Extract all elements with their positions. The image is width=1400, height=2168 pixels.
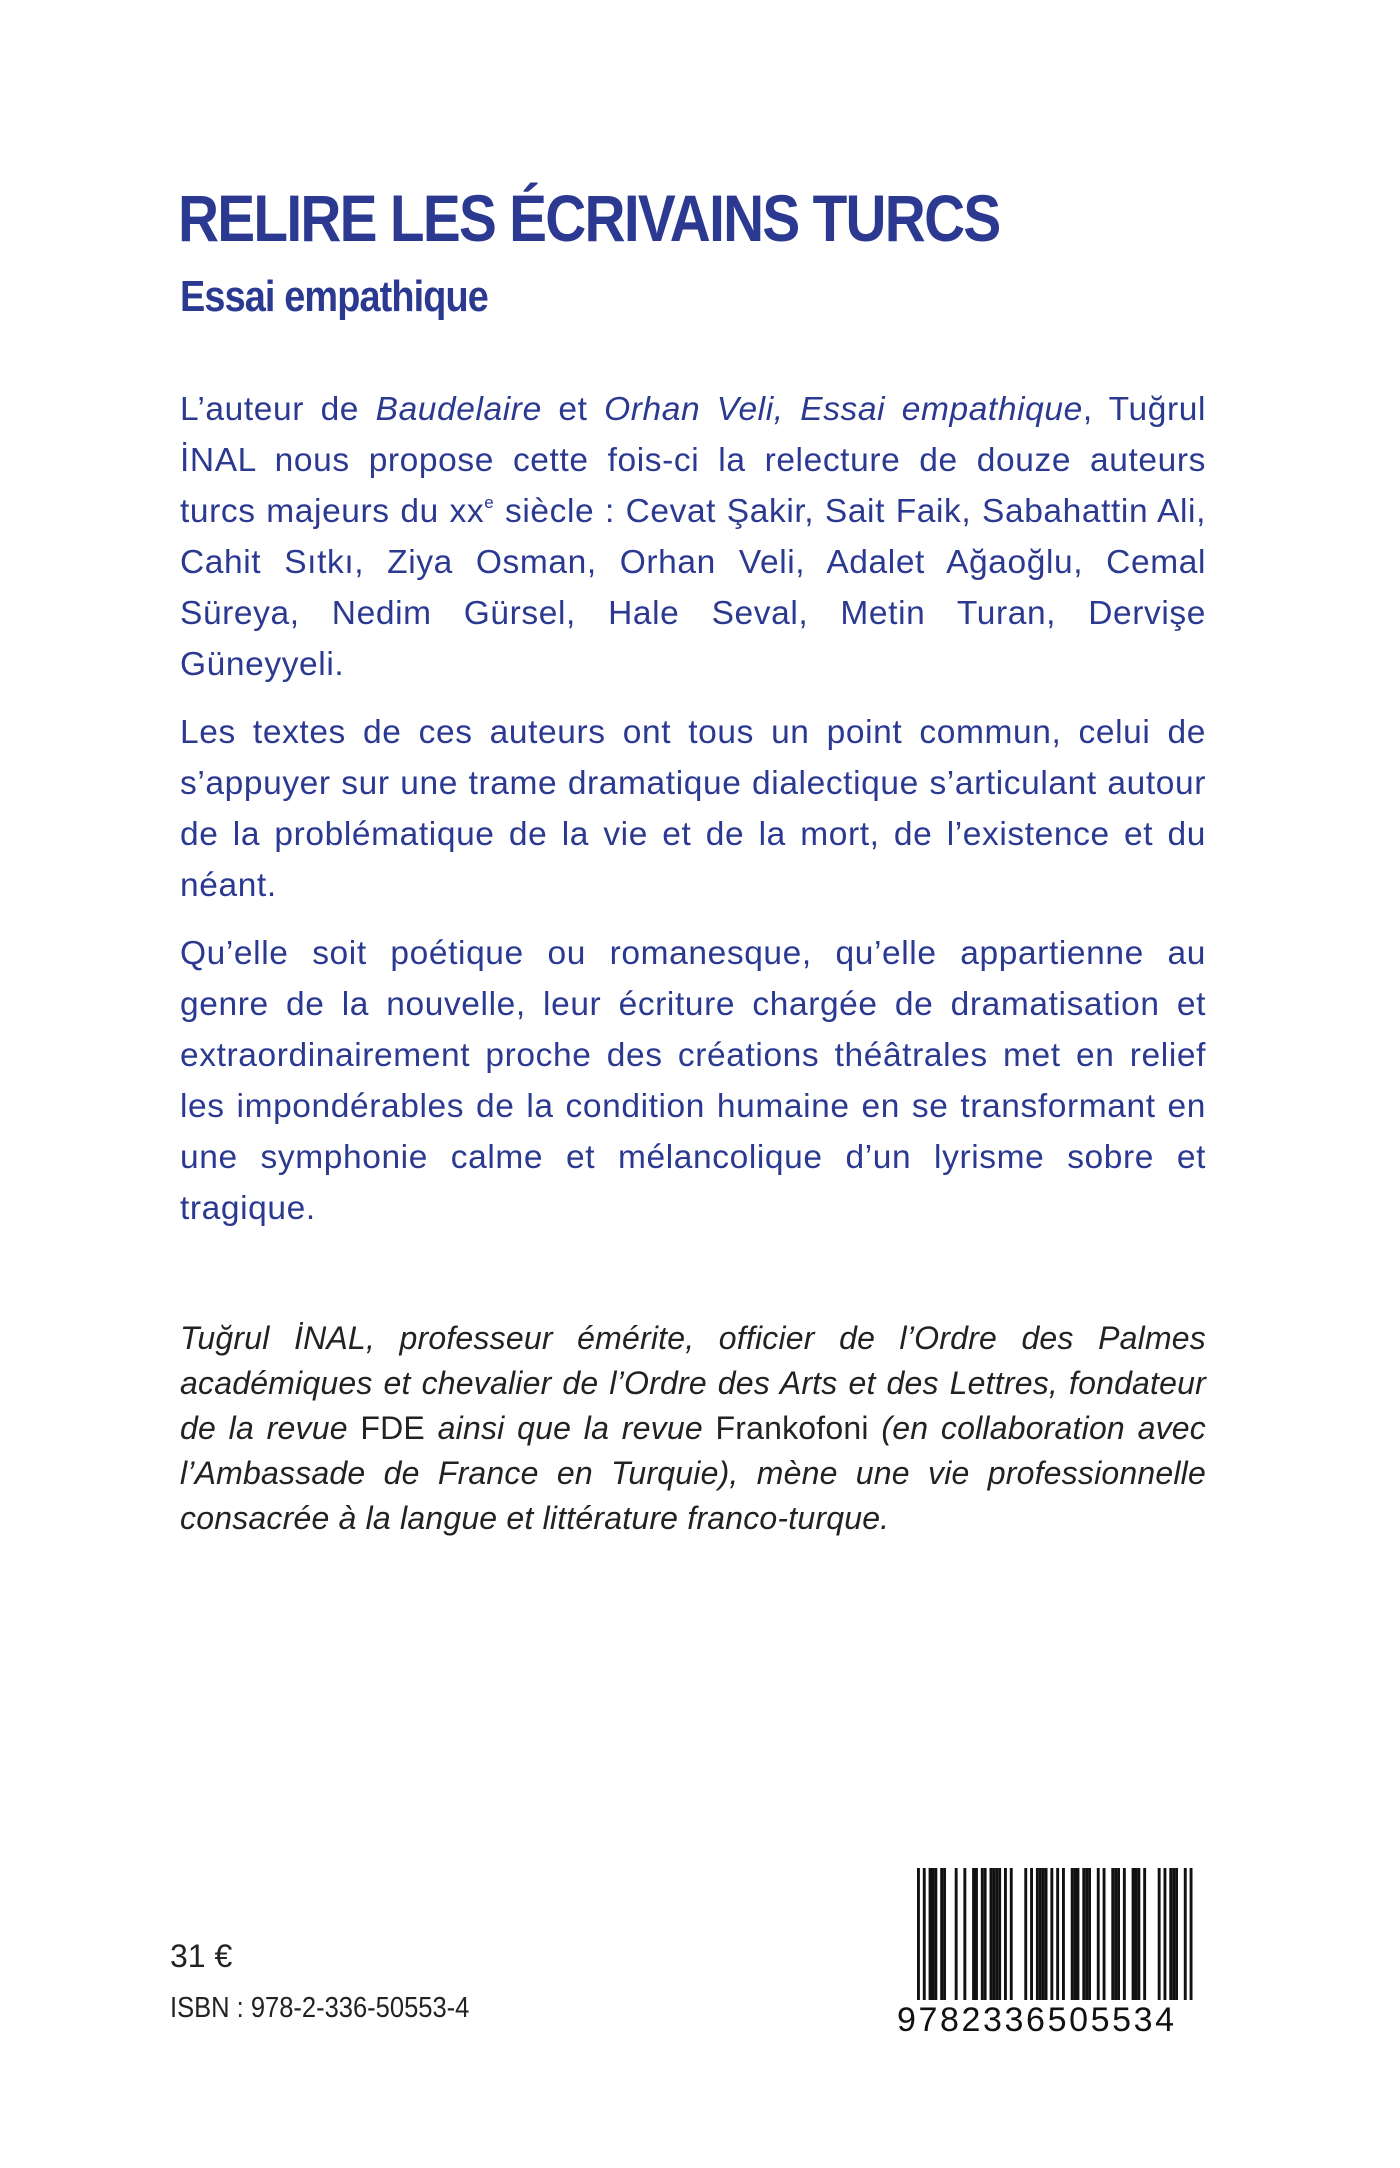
barcode-bar [1158,1868,1161,2004]
barcode-bar [1085,1868,1088,2004]
barcode-bar [1088,1868,1091,2004]
price: 31 € [170,1938,233,1974]
barcode-bar [929,1868,932,2004]
barcode-bar [1042,1868,1045,2004]
barcode-bar [963,1868,966,2004]
barcode-bar [1050,1868,1053,2018]
barcode-bar [1103,1868,1106,2004]
book-reference-orhan-veli: Orhan Veli, Essai empathique [604,391,1083,428]
barcode-digits: 9782336505534 [897,2000,1209,2040]
barcode-bar [972,1868,975,2004]
author-name: Tuğrul İNAL [180,1320,366,1356]
barcode-bar [1132,1868,1135,2004]
barcode-bar [1030,1868,1033,2004]
blurb-text: et [541,391,605,428]
barcode-bar [1175,1868,1178,2004]
barcode-bar [975,1868,978,2004]
book-subtitle: Essai empathique [180,272,489,321]
journal-fde: FDE [360,1410,425,1446]
barcode-bar [984,1868,987,2004]
barcode-bar [943,1868,946,2004]
blurb-text: L’auteur de [180,391,376,428]
barcode-bar [1097,1868,1100,2004]
barcode-bar [981,1868,984,2004]
author-bio [180,1316,1206,1541]
bio-text: (en collaboration avec l’Ambassade de France en Turquie), mène une vie professionnelle consacrée à la langue et littérature franco-turque. [180,1410,1206,1536]
book-title: RELIRE LES ÉCRIVAINS TURCS [178,181,1000,255]
barcode-bar [955,1868,958,2004]
blurb [180,384,1206,1251]
barcode-bar [1143,1868,1146,2004]
barcode-bar [1111,1868,1114,2004]
barcode-bar [1004,1868,1007,2004]
barcode-bar [1137,1868,1140,2004]
barcode-bar [1184,1868,1187,2018]
bio-text: ainsi que la revue [424,1410,716,1446]
barcode-bar [1123,1868,1126,2004]
barcode-bar [995,1868,998,2004]
barcode-bar [1074,1868,1077,2004]
barcode-bar [1190,1868,1193,2018]
barcode-bar [1039,1868,1042,2004]
barcode-bar [940,1868,943,2004]
barcode-bar [1135,1868,1138,2004]
barcode-bar [1024,1868,1027,2004]
book-reference-baudelaire: Baudelaire [375,391,542,428]
barcode-bar [1169,1868,1172,2004]
barcode-bar [932,1868,935,2004]
barcode-bar [917,1868,920,2018]
barcode-bar [1062,1868,1065,2004]
blurb-paragraph-3: Qu’elle soit poétique ou romanesque, qu’elle appartienne au genre de la nouvelle, leur écriture chargée de dramatisation et extraordinairement proche des créations théâtrales met en relief les impondérables de la condition humaine en se transformant en une symphonie calme et mélancolique d’un lyrisme sobre et tragique. [180,935,1206,1227]
barcode-bar [1077,1868,1080,2004]
barcode-bar [1010,1868,1013,2004]
barcode-bar [923,1868,926,2018]
barcode-bar [1164,1868,1167,2004]
barcode-bar [1082,1868,1085,2004]
barcode-bar [1056,1868,1059,2018]
barcode-bar [1117,1868,1120,2004]
barcode-bar [1172,1868,1175,2004]
blurb-paragraph-1 [180,384,1206,690]
barcode-bar [1071,1868,1074,2004]
journal-frankofoni: Frankofoni [715,1410,869,1446]
barcode-bar [934,1868,937,2004]
barcode-bar [992,1868,995,2004]
blurb-text: , Tuğrul İNAL nous propose cette fois-ci la relecture de douze auteurs turcs majeurs du xx [180,391,1206,530]
isbn: ISBN : 978-2-336-50553-4 [170,1992,470,2024]
barcode-bar [1036,1868,1039,2004]
bio-text: , professeur émérite, officier de l’Ordre des Palmes académiques et chevalier de l’Ordre des Arts et des Lettres, fondateur de la revue [180,1320,1206,1446]
barcode-bar [998,1868,1001,2004]
century-superscript: e [484,493,495,512]
barcode-bar [1045,1868,1048,2004]
barcode-bar [990,1868,993,2004]
author-bio-paragraph [180,1316,1206,1541]
barcode-bar [1114,1868,1117,2004]
blurb-text: siècle : Cevat Şakir, Sait Faik, Sabahattin Ali, Cahit Sıtkı, Ziya Osman, Orhan Veli, Adalet Ağaoğlu, Cemal Süreya, Nedim Gürsel, Hale Seval, Metin Turan, Dervişe Güneyyeli. [180,493,1206,683]
blurb-paragraph-2: Les textes de ces auteurs ont tous un point commun, celui de s’appuyer sur une trame dramatique dialectique s’articulant autour de la problématique de la vie et de la mort, de l’existence et du néant. [180,714,1206,904]
